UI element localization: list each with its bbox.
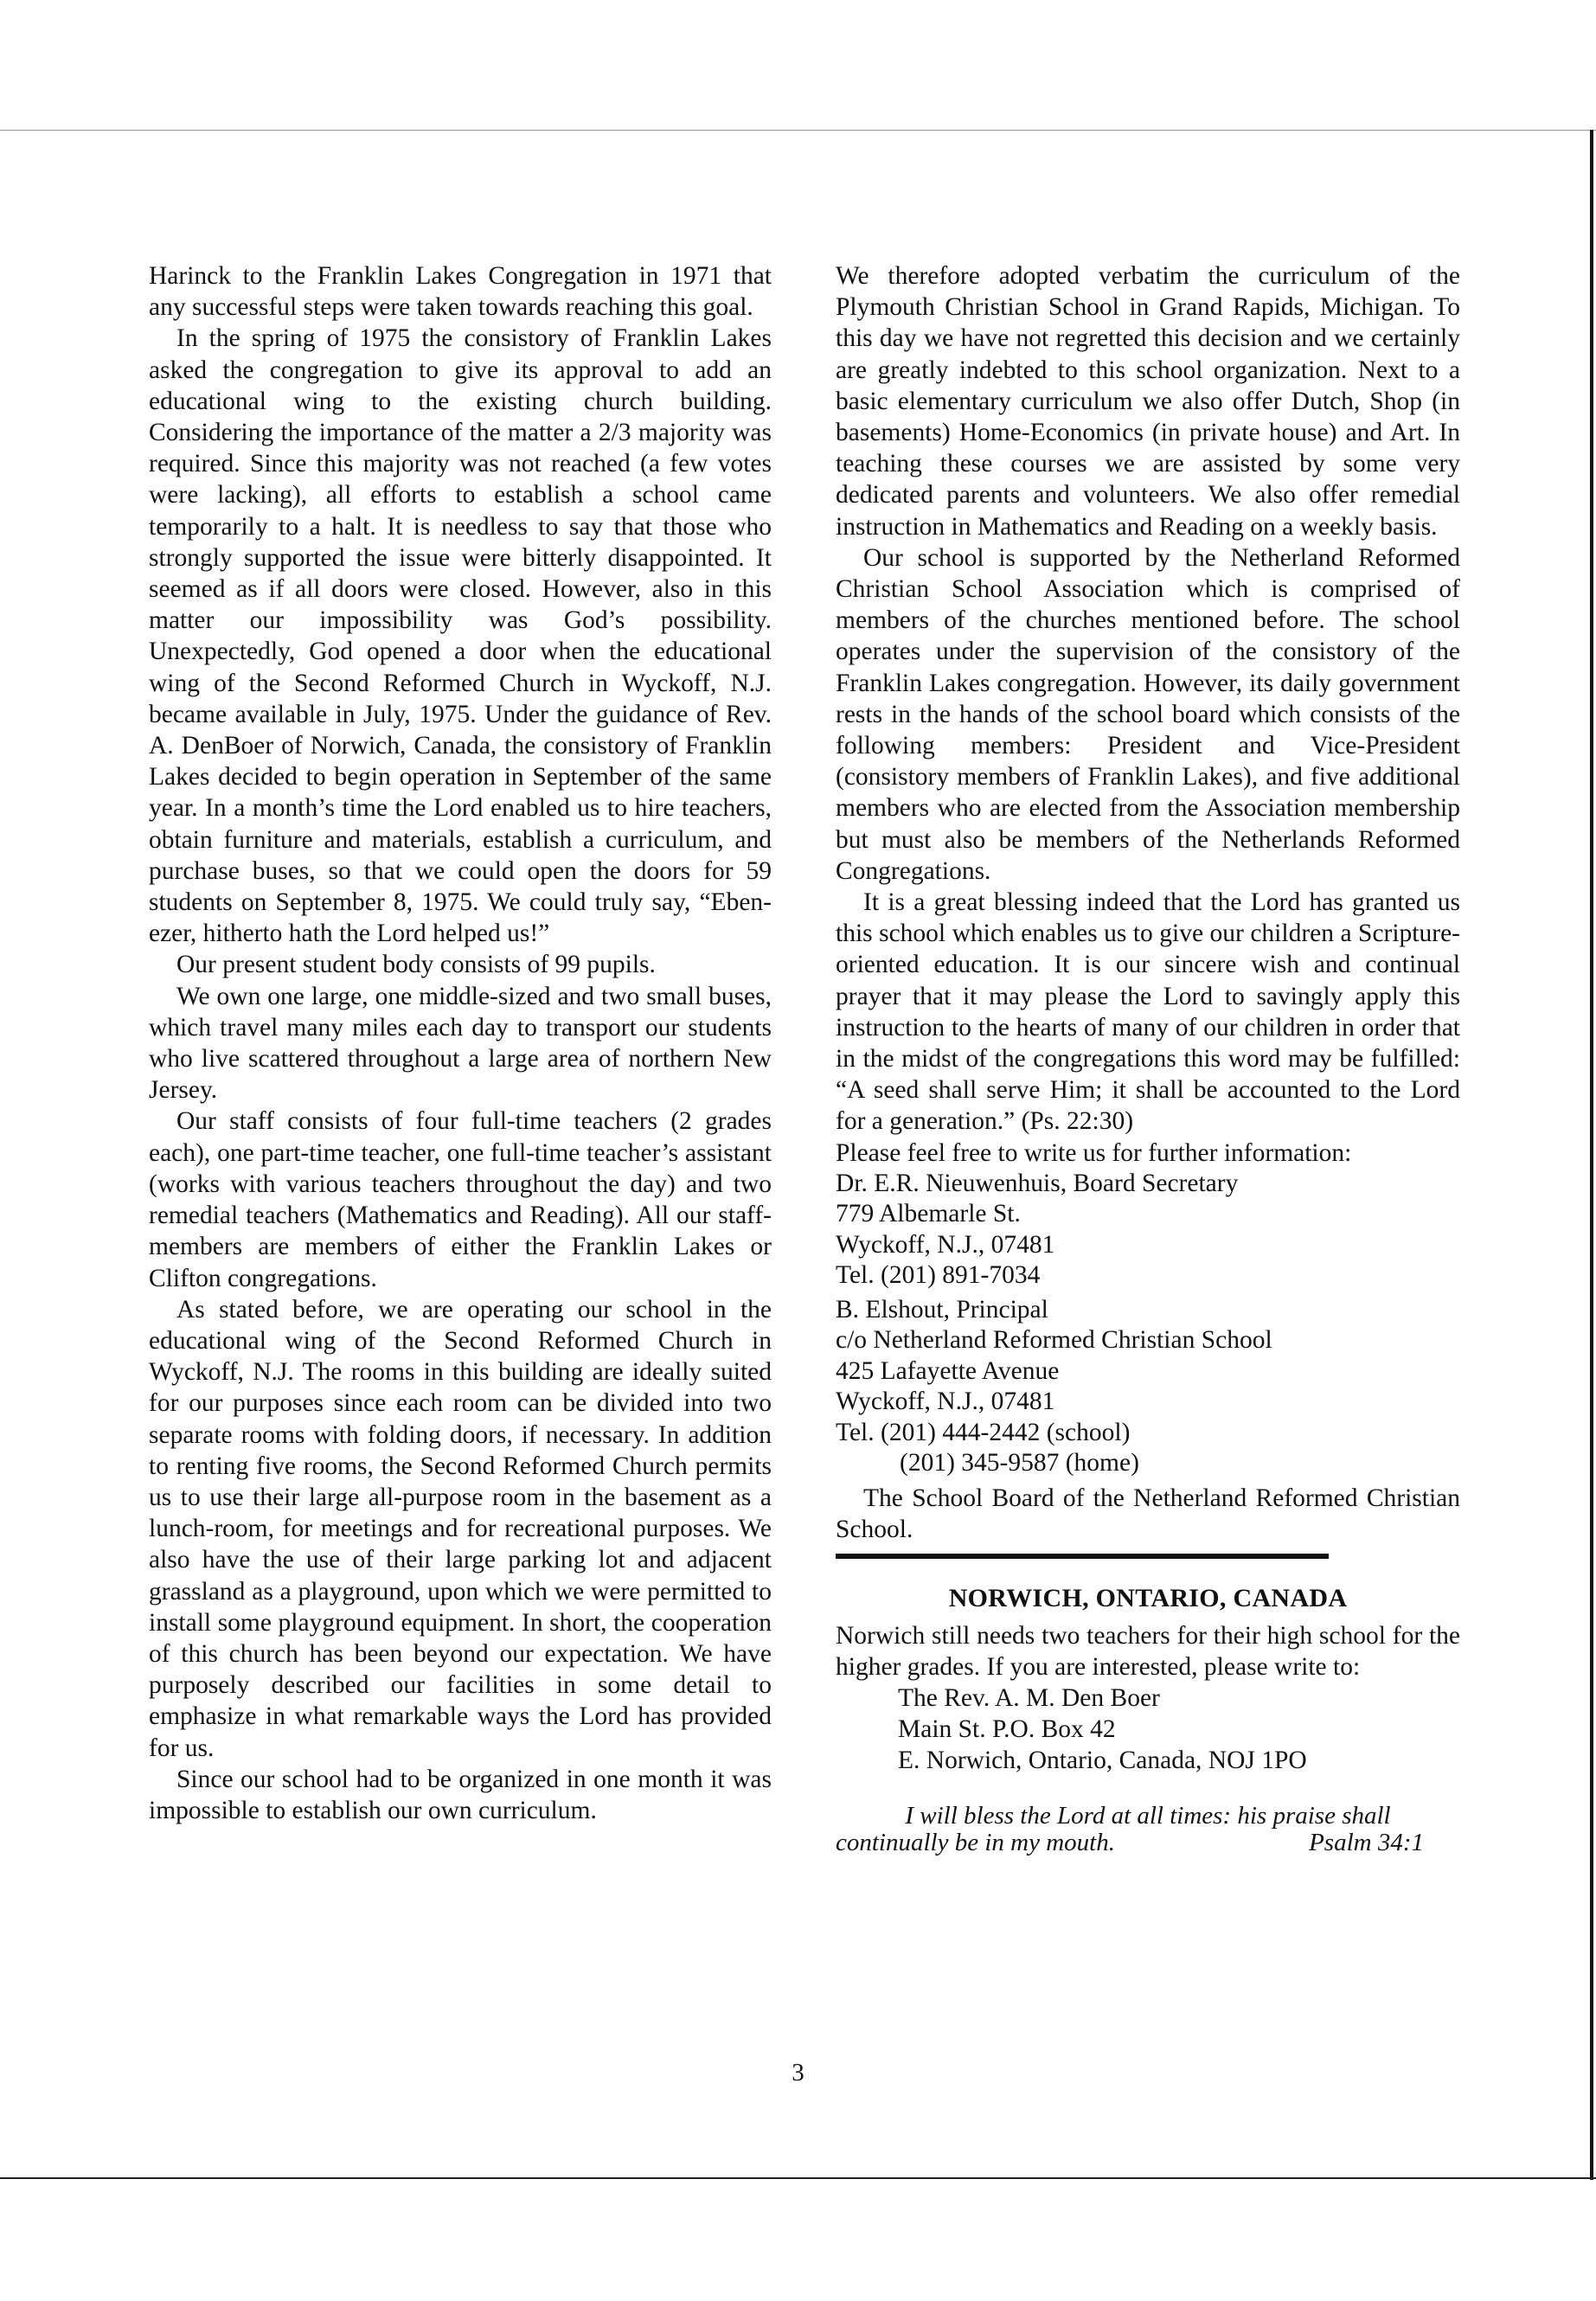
address-line: Tel. (201) 444-2442 (school) (836, 1418, 1131, 1446)
principal-address (836, 1295, 1460, 1479)
right-column (836, 260, 1460, 1856)
left-column (149, 260, 772, 1826)
address-line: Wyckoff, N.J., 07481 (836, 1230, 1055, 1259)
paragraph: We therefore adopted verbatim the curriculum of the Plymouth Christian School in Grand Rapids, Michigan. To this day we have not regretted this decision and we certainly are greatly indebted to this school organization. Next to a basic elementary curriculum we also offer Dutch, Shop (in basements) Home-Economics (in private house) and Art. In teaching these courses we are assisted by some very dedicated parents and volunteers. We also offer remedial instruction in Mathematics and Reading on a weekly basis. (836, 262, 1460, 541)
paragraph: In the spring of 1975 the consistory of Franklin Lakes asked the congregation to give its approval to add an educational wing to the existing church building. Considering the importance of the matter a 2/3 majority was required. Since this majority was not reached (a few votes were lacking), all efforts to establish a school came temporarily to a halt. It is needless to say that those who strongly supported the issue were bitterly disappointed. It seemed as if all doors were closed. However, also in this matter our impossibility was God’s possibility. Unexpectedly, God opened a door when the educational wing of the Second Reformed Church in Wyckoff, N.J. became available in July, 1975. Under the guidance of Rev. A. DenBoer of Norwich, Canada, the consistory of Franklin Lakes decided to begin operation in September of the same year. In a month’s time the Lord enabled us to hire teachers, obtain furniture and materials, establish a curriculum, and purchase buses, so that we could open the doors for 59 students on September 8, 1975. We could truly say, “Eben-ezer, hitherto hath the Lord helped us!” (149, 324, 772, 948)
address-line: Dr. E.R. Nieuwenhuis, Board Secretary (836, 1169, 1239, 1197)
norwich-heading: NORWICH, ONTARIO, CANADA (948, 1584, 1348, 1613)
quote-line-2 (836, 1830, 1460, 1856)
address-line: Tel. (201) 891-7034 (836, 1261, 1041, 1290)
paragraph: We own one large, one middle-sized and two small buses, which travel many miles each day to transport our students who live scattered throughout a large area of northern New Jersey. (149, 982, 772, 1105)
page-bottom-border (0, 2177, 1596, 2179)
address-line: Wyckoff, N.J., 07481 (836, 1388, 1055, 1416)
page-top-border (0, 130, 1596, 131)
address-line: B. Elshout, Principal (836, 1295, 1048, 1324)
paragraph: As stated before, we are operating our school in the educational wing of the Second Reformed Church in Wyckoff, N.J. The rooms in this building are ideally suited for our purposes since each room can be divided into two separate rooms with folding doors, if necessary. In addition to renting five rooms, the Second Reformed Church permits us to use their large all-purpose room in the basement as a lunch-room, for meetings and for recreational purposes. We also have the use of their large parking lot and adjacent grassland as a playground, upon which we were permitted to install some playground equipment. In short, the cooperation of this church has been beyond our expectation. We have purposely described our facilities in some detail to emphasize in what remarkable ways the Lord has provided for us. (149, 1295, 772, 1762)
paragraph: Our present student body consists of 99 pupils. (176, 951, 656, 979)
paragraph: Since our school had to be organized in one month it was impossible to establish our own curriculum. (149, 1765, 772, 1824)
paragraph: It is a great blessing indeed that the Lord has granted us this school which enables us to give our children a Scripture-oriented education. It is our sincere wish and continual prayer that it may please the Lord to savingly apply this instruction to the hearts of many of our children in order that in the midst of the congregations this word may be fulfilled: “A seed shall serve Him; it shall be accounted to the Lord for a generation.” (Ps. 22:30) (836, 888, 1460, 1136)
address-line: 779 Albemarle St. (836, 1200, 1021, 1228)
address-line: (201) 345-9587 (home) (900, 1449, 1139, 1477)
signature: The School Board of the Netherland Reformed Christian School. (836, 1484, 1460, 1544)
quote-text: continually be in my mouth. (836, 1828, 1115, 1856)
norwich-text: Norwich still needs two teachers for their high school for the higher grades. If you are interested, please write to: (836, 1621, 1460, 1681)
address-line: c/o Netherland Reformed Christian School (836, 1326, 1272, 1355)
paragraph: Harinck to the Franklin Lakes Congregation in 1971 that any successful steps were taken towards reaching this goal. (149, 262, 772, 322)
secretary-address (836, 1169, 1460, 1292)
contact-intro: Please feel free to write us for further information: (836, 1138, 1352, 1167)
address-line: The Rev. A. M. Den Boer (898, 1683, 1160, 1712)
scripture-quote (836, 1803, 1460, 1856)
page-right-border (1590, 130, 1593, 2180)
address-line: 425 Lafayette Avenue (836, 1356, 1060, 1385)
address-line: E. Norwich, Ontario, Canada, NOJ 1PO (898, 1747, 1307, 1775)
address-line: Main St. P.O. Box 42 (898, 1715, 1116, 1744)
norwich-address (836, 1682, 1460, 1777)
paragraph: Our staff consists of four full-time teachers (2 grades each), one part-time teacher, one full-time teacher’s assistant (works with various teachers throughout the day) and two remedial teachers (Mathematics and Reading). All our staff-members are members of either the Franklin Lakes or Clifton congregations. (149, 1107, 772, 1292)
page-number: 3 (792, 2059, 804, 2086)
quote-reference: Psalm 34:1 (1309, 1828, 1424, 1856)
section-divider (836, 1554, 1329, 1559)
paragraph: Our school is supported by the Netherland Reformed Christian School Association which is comprised of members of the churches mentioned before. The school operates under the supervision of the consistory of the Franklin Lakes congregation. However, its daily government rests in the hands of the school board which consists of the following members: President and Vice-President (consistory members of Franklin Lakes), and five additional members who are elected from the Association membership but must also be members of the Netherlands Reformed Congregations. (836, 543, 1460, 885)
quote-line: I will bless the Lord at all times: his praise shall (905, 1801, 1391, 1830)
